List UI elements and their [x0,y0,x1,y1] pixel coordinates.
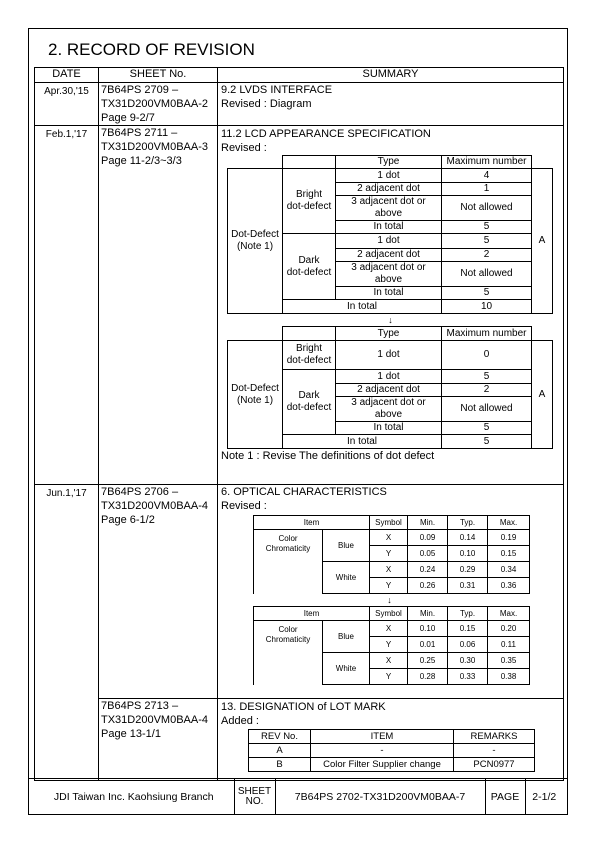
cell: 0.01 [408,637,448,653]
grade-cell: A [532,169,553,314]
cell: 0.38 [488,669,530,685]
cell: 0.05 [408,546,448,562]
col-min: Min. [408,607,448,621]
dot-defect-table-after [227,326,553,449]
cell: PCN0977 [454,757,535,771]
cell: B [249,757,311,771]
max-cell: 5 [442,435,532,449]
revision-sheet [99,698,218,781]
down-arrow-icon: ↓ [387,595,392,605]
footer [34,778,563,815]
revision-sheet [99,126,218,485]
cell: Y [370,546,408,562]
max-cell: 2 [442,384,532,397]
cell: X [370,621,408,637]
revision-row [35,485,564,699]
cell: 0.30 [448,653,488,669]
col-symbol: Symbol [370,607,408,621]
summary-line: 11.2 LCD APPEARANCE SPECIFICATION [221,128,431,140]
summary-line: Revised : [221,142,267,154]
type-cell: In total [283,300,442,314]
header-sheet: SHEET No. [99,68,218,83]
cell: 0.24 [408,562,448,578]
max-cell: 5 [442,422,532,435]
col-rev: REV No. [249,729,311,743]
revision-date: Jun.1,'17 [35,485,99,699]
dot-defect-label: Dot-Defect (Note 1) [228,169,283,314]
type-cell: 1 dot [336,169,442,183]
item-label: Color Chromaticity [254,621,323,685]
col-max: Max. [488,607,530,621]
cell: - [311,743,454,757]
revision-row [35,83,564,126]
cell: 0.26 [408,578,448,594]
cell: 0.34 [488,562,530,578]
sheet-line: Page 6-1/2 [101,514,155,526]
revision-date: Feb.1,'17 [35,126,99,485]
type-cell: In total [336,221,442,234]
max-cell: 10 [442,300,532,314]
grade-cell: A [532,341,553,449]
cell: 0.29 [448,562,488,578]
white-label: White [323,562,370,594]
col-max: Maximum number [442,327,532,341]
type-cell: In total [283,435,442,449]
revision-sheet [99,83,218,126]
note: Note 1 : Revise The definitions of dot defect [221,450,435,462]
sheet-line: TX31D200VM0BAA-2 [101,98,208,110]
revision-summary [218,698,564,781]
blue-label: Blue [323,530,370,562]
cell: 0.19 [488,530,530,546]
type-cell: 1 dot [336,341,442,370]
col-min: Min. [408,516,448,530]
summary-line: Added : [221,714,259,727]
revision-date: Apr.30,'15 [35,83,99,126]
cell: 0.20 [488,621,530,637]
cell: X [370,530,408,546]
revision-row [35,126,564,485]
sheet-line: 7B64PS 2713 – [101,699,179,712]
type-cell: In total [336,422,442,435]
col-item: Item [254,516,370,530]
sheet-line: Page 11-2/3~3/3 [101,155,182,167]
cell: 0.10 [448,546,488,562]
footer-sheet-label: SHEET NO. [234,778,275,815]
cell: 0.33 [448,669,488,685]
header-date: DATE [35,68,99,83]
dark-label: Dark dot-defect [283,234,336,300]
header-summary: SUMMARY [218,68,564,83]
max-cell: 5 [442,287,532,300]
cell: 0.36 [488,578,530,594]
max-cell: Not allowed [442,262,532,287]
type-cell: 3 adjacent dot or above [336,397,442,422]
cell: 0.25 [408,653,448,669]
revision-row [35,698,564,781]
footer-sheet-no: 7B64PS 2702-TX31D200VM0BAA-7 [275,778,485,815]
max-cell: Not allowed [442,196,532,221]
col-typ: Typ. [448,607,488,621]
col-max: Maximum number [442,156,532,169]
page-title: 2. RECORD OF REVISION [48,40,255,59]
footer-page: 2-1/2 [525,778,563,815]
max-cell: 0 [442,341,532,370]
type-cell: 3 adjacent dot or above [336,196,442,221]
cell: 0.09 [408,530,448,546]
cell: - [454,743,535,757]
type-cell: 1 dot [336,370,442,384]
cell: 0.15 [488,546,530,562]
optical-table-before [253,515,530,594]
cell: 0.15 [448,621,488,637]
max-cell: Not allowed [442,397,532,422]
cell: Color Filter Supplier change [311,757,454,771]
cell: X [370,653,408,669]
col-remarks: REMARKS [454,729,535,743]
cell: Y [370,578,408,594]
sheet-line: 7B64PS 2711 – [101,127,178,139]
revision-summary [218,83,564,126]
col-max: Max. [488,516,530,530]
type-cell: 3 adjacent dot or above [336,262,442,287]
cell: X [370,562,408,578]
revision-table [34,67,564,781]
cell: 0.11 [488,637,530,653]
col-item: ITEM [311,729,454,743]
footer-page-label: PAGE [485,778,525,815]
max-cell: 2 [442,249,532,262]
type-cell: 2 adjacent dot [336,384,442,397]
sheet-line: TX31D200VM0BAA-4 [101,713,208,726]
down-arrow-icon: ↓ [388,315,393,325]
col-item: Item [254,607,370,621]
summary-line: 9.2 LVDS INTERFACE [221,84,333,96]
summary-line: Revised : Diagram [221,98,312,110]
max-cell: 5 [442,234,532,249]
type-cell: In total [336,287,442,300]
type-cell: 1 dot [336,234,442,249]
footer-company: JDI Taiwan Inc. Kaohsiung Branch [34,778,234,815]
type-cell: 2 adjacent dot [336,183,442,196]
optical-table-after [253,606,530,685]
col-type: Type [336,327,442,341]
lot-mark-table [248,729,535,772]
col-typ: Typ. [448,516,488,530]
summary-line: Revised : [221,500,267,512]
bright-label: Bright dot-defect [283,169,336,234]
cell: Y [370,669,408,685]
cell: 0.35 [488,653,530,669]
revision-date [35,698,99,781]
dot-defect-label: Dot-Defect (Note 1) [228,341,283,449]
revision-sheet [99,485,218,699]
cell: A [249,743,311,757]
max-cell: 4 [442,169,532,183]
revision-summary [218,126,564,485]
cell: 0.06 [448,637,488,653]
cell: 0.14 [448,530,488,546]
summary-line: 6. OPTICAL CHARACTERISTICS [221,486,387,498]
sheet-line: 7B64PS 2706 – [101,486,179,498]
white-label: White [323,653,370,685]
max-cell: 5 [442,221,532,234]
sheet-line: TX31D200VM0BAA-4 [101,500,208,512]
cell: 0.10 [408,621,448,637]
col-type: Type [336,156,442,169]
sheet-line: Page 9-2/7 [101,112,155,124]
sheet-line: TX31D200VM0BAA-3 [101,141,208,153]
max-cell: 5 [442,370,532,384]
item-label: Color Chromaticity [254,530,323,594]
blue-label: Blue [323,621,370,653]
dark-label: Dark dot-defect [283,370,336,435]
summary-line: 13. DESIGNATION of LOT MARK [221,700,386,713]
cell: Y [370,637,408,653]
dot-defect-table-before [227,155,553,314]
bright-label: Bright dot-defect [283,341,336,370]
max-cell: 1 [442,183,532,196]
sheet-line: 7B64PS 2709 – [101,84,179,96]
col-symbol: Symbol [370,516,408,530]
cell: 0.28 [408,669,448,685]
sheet-line: Page 13-1/1 [101,727,161,740]
cell: 0.31 [448,578,488,594]
revision-summary [218,485,564,699]
type-cell: 2 adjacent dot [336,249,442,262]
